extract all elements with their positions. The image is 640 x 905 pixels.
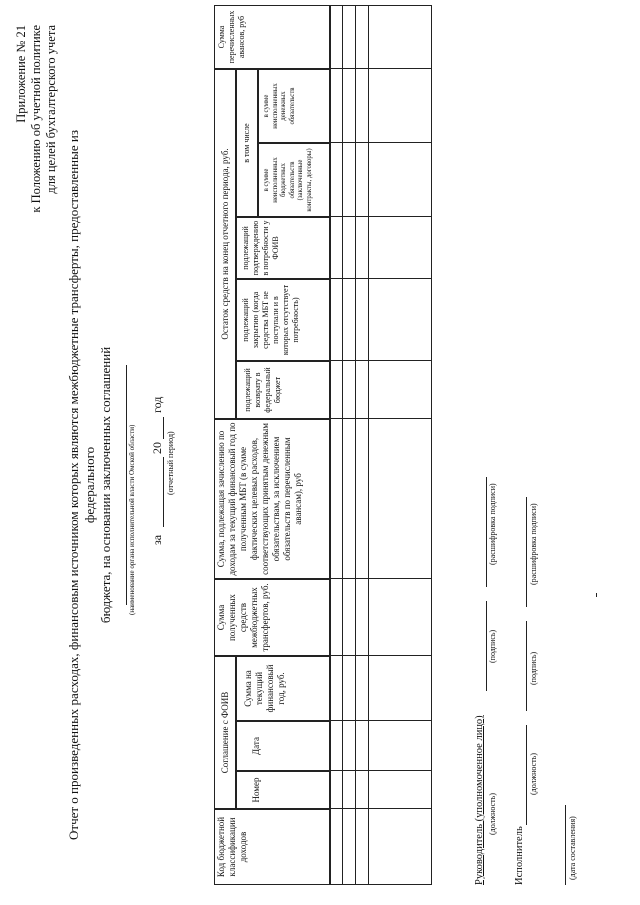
col-to-credit: Сумма, подлежащая зачислению по доходам за текущий финансовый год по полученным МБТ (в сумме фактических целевых расходов, соответствующих принятым денежным обязательствам, за исключением обязательств по перечисленным авансам), руб xyxy=(214,419,330,579)
report-title-line-2: бюджета, на основании заключенных соглашений xyxy=(98,346,113,624)
decode-tick xyxy=(596,593,597,597)
executor-signature-line xyxy=(526,621,527,711)
table-row xyxy=(368,5,369,885)
col-kbk: Код бюджетной классификации доходов xyxy=(214,809,330,885)
appendix-line-3: для целей бухгалтерского учета xyxy=(44,25,58,194)
period-year-line xyxy=(163,417,164,439)
col-received: Сумма полученных средств межбюджетных трансфертов, руб. xyxy=(214,579,330,656)
head-signature-line xyxy=(486,601,487,691)
col-amount-year: Сумма на текущий финансовый год, руб. xyxy=(236,656,330,721)
col-unexec-budget: в сумме неисполненных бюджетных обязательств (заключенные контракты, договоры) xyxy=(258,143,330,217)
period-god: год xyxy=(150,396,164,413)
head-position-caption: (должность) xyxy=(488,793,497,835)
head-signature-caption: (подпись) xyxy=(488,629,497,663)
head-label: Руководитель (уполномоченное лицо) xyxy=(474,715,485,885)
col-advances: Сумма перечисленных авансов, руб xyxy=(214,5,330,69)
executor-decode-line xyxy=(526,497,527,607)
appendix-header xyxy=(14,25,59,213)
col-return: подлежащий возврату в федеральный бюджет xyxy=(236,361,330,419)
organ-name-line xyxy=(126,365,127,605)
date-caption: (дата составления) xyxy=(568,816,577,880)
executor-label: Исполнитель xyxy=(514,826,525,885)
table-row xyxy=(342,5,343,885)
table-row xyxy=(355,5,356,885)
head-decode-caption: (расшифровка подписи) xyxy=(488,483,497,565)
executor-position-caption: (должность) xyxy=(529,753,538,795)
col-closure: подлежащий закрытию (когда средства МБТ не поступали и в которых отсутствует потребность) xyxy=(236,279,330,361)
col-unexec-money: в сумме неисполненных денежных обязательств xyxy=(258,69,330,143)
col-agreement: Соглашение с ФОИВ xyxy=(214,656,236,809)
period-za: за xyxy=(150,534,164,545)
appendix-line-1: Приложение № 21 xyxy=(14,25,28,123)
executor-signature-caption: (подпись) xyxy=(529,651,538,685)
col-incl: в том числе xyxy=(236,69,258,217)
appendix-line-2: к Положению об учетной политике xyxy=(29,25,43,213)
report-table xyxy=(214,5,432,885)
date-line xyxy=(565,805,566,885)
table-body xyxy=(330,5,432,885)
report-title-line-1: Отчет о произведенных расходах, финансовым источником которых являются межбюджетные трансферты, предоставленные из федерального xyxy=(66,130,97,840)
col-confirm: подлежащий подтверждению в потребности у ФОИВ xyxy=(236,217,330,279)
col-number: Номер xyxy=(236,771,330,809)
col-date: Дата xyxy=(236,721,330,771)
head-decode-line xyxy=(486,477,487,587)
col-balance: Остаток средств на конец отчетного периода, руб. xyxy=(214,69,236,419)
period-caption: (отчетный период) xyxy=(166,431,175,495)
period-blank-line xyxy=(163,457,164,527)
period-20: 20 xyxy=(150,442,164,454)
report-title xyxy=(66,125,114,845)
organ-caption: (наименование органа исполнительной власти Омской области) xyxy=(128,424,136,615)
executor-decode-caption: (расшифровка подписи) xyxy=(529,503,538,585)
executor-position-line xyxy=(526,725,527,825)
